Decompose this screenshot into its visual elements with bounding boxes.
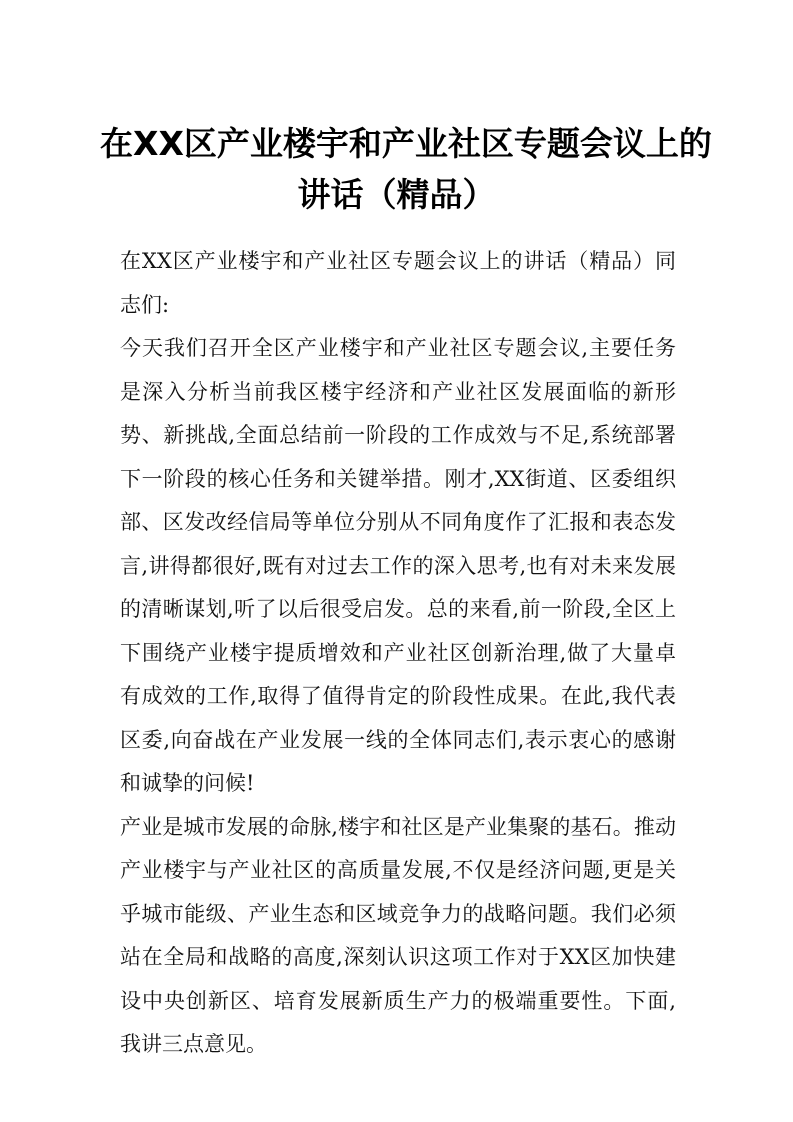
body-line: 部、区发改经信局等单位分别从不同角度作了汇报和表态发 [120, 510, 676, 534]
body-line: 产业楼宇与产业社区的高质量发展,不仅是经济问题,更是关 [120, 858, 676, 882]
body-line: 志们: [120, 292, 170, 317]
body-line: 和诚挚的问候! [120, 771, 255, 795]
body-line: 的清晰谋划,听了以后很受启发。总的来看,前一阶段,全区上 [120, 597, 676, 621]
document-body [120, 240, 676, 1067]
body-line: 在XX区产业楼宇和产业社区专题会议上的讲话（精品）同 [120, 249, 676, 273]
body-line: 乎城市能级、产业生态和区域竞争力的战略问题。我们必须 [120, 901, 676, 926]
body-line: 我讲三点意见。 [120, 1032, 267, 1056]
title-line-2: 讲话（精品） [297, 175, 496, 214]
body-line: 下一阶段的核心任务和关键举措。刚才,XX街道、区委组织 [120, 466, 676, 491]
body-line: 产业是城市发展的命脉,楼宇和社区是产业集聚的基石。推动 [120, 814, 676, 839]
body-line: 今天我们召开全区产业楼宇和产业社区专题会议,主要任务 [120, 336, 676, 360]
body-line: 区委,向奋战在产业发展一线的全体同志们,表示衷心的感谢 [120, 727, 676, 752]
body-line: 势、新挑战,全面总结前一阶段的工作成效与不足,系统部署 [120, 423, 676, 447]
body-line: 有成效的工作,取得了值得肯定的阶段性成果。在此,我代表 [120, 684, 676, 708]
body-line: 下围绕产业楼宇提质增效和产业社区创新治理,做了大量卓 [120, 640, 676, 665]
body-line: 是深入分析当前我区楼宇经济和产业社区发展面临的新形 [120, 379, 676, 404]
body-line: 设中央创新区、培育发展新质生产力的极端重要性。下面, [120, 988, 676, 1013]
title-line-1: 在XX区产业楼宇和产业社区专题会议上的 [100, 124, 712, 163]
body-line: 站在全局和战略的高度,深刻认识这项工作对于XX区加快建 [120, 945, 676, 969]
document-title [100, 118, 712, 220]
body-line: 言,讲得都很好,既有对过去工作的深入思考,也有对未来发展 [120, 553, 676, 578]
